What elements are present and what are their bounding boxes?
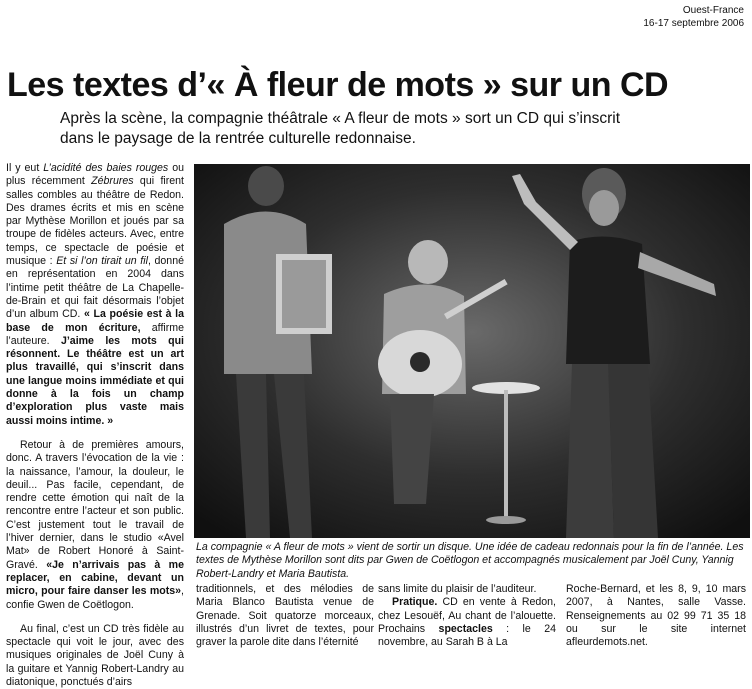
quote-bold: «Je n’arrivais pas à me replacer, en cabine, devant un micro, pour faire danser les mots» — [6, 558, 184, 598]
text: qui firent salles combles au théâtre de Redon. Des drames écrits et mis en scène par Mythèse Morillon et joués par sa troupe de fidèles acteurs. Avec, entre temps, ce spectacle de poésie et musique : — [6, 175, 184, 268]
text: : le 24 novembre, au Sarah B à La — [378, 622, 556, 649]
body-column-3 — [378, 583, 556, 649]
text: , confie Gwen de Coëtlogon. — [6, 585, 184, 611]
column-3-line-1: sans limite du plaisir de l’auditeur. — [378, 583, 537, 595]
title-italic: Et si l’on tirait un fil — [56, 255, 148, 268]
lead-column — [6, 162, 184, 689]
text: Retour à de premières amours, donc. A travers l’évocation de la vie : la naissance, l’amour, la douleur, le deuil... Pas facile, cependant, de rendre cette émotion qui naît de la rencontre entre l’acteur et son public. C’est justement tout le travail de l’hiver dernier, dans le studio «Avel Mat» de Robert Honoré à Saint-Gravé. — [6, 438, 184, 571]
spectacles-label: spectacles — [438, 622, 493, 635]
text: CD en vente à Redon, chez Lesouëf, Au chant de l’alouette. Prochains — [378, 596, 556, 635]
headline: Les textes d’« À fleur de mots » sur un CD — [7, 66, 669, 104]
photo-performers — [194, 164, 750, 538]
body-column-4: Roche-Bernard, et les 8, 9, 10 mars 2007, à Nantes, salle Vasse. Renseignements au 02 99 71 35 18 ou sur le site internet afleurdemots.net. — [566, 583, 746, 649]
body-column-2: traditionnels, et des mélodies de Maria Blanco Bautista venue de Grenade. Soit quatorze morceaux, illustrés d’un livret de textes, pour graver la parole dite dans l’éternité — [196, 583, 374, 649]
title-italic: L’acidité des baies rouges — [43, 162, 169, 174]
practical-info — [378, 596, 556, 649]
text: ou plus récemment — [6, 162, 184, 188]
source-name: Ouest-France — [682, 5, 744, 16]
text: affirme l’auteure. — [6, 321, 184, 347]
source-info — [643, 4, 744, 30]
source-date: 16-17 septembre 2006 — [643, 18, 744, 29]
lead-paragraph-3: Au final, c’est un CD très fidèle au spectacle qui voit le jour, avec des musiques originales de Joël Cuny à la guitare et Yannig Robert-Landry au diatonique, ponctués d’airs — [6, 622, 184, 688]
photo-illustration — [194, 164, 750, 538]
text: , donné en représentation en 2004 dans l’intime petit théâtre de La Chapelle-de-Brain et qui fait désormais l’objet d’un album CD. — [6, 255, 184, 321]
standfirst: Après la scène, la compagnie théâtrale « A fleur de mots » sort un CD qui s’inscrit dans le paysage de la rentrée culturelle redonnaise. — [60, 110, 621, 147]
lead-paragraph-1 — [6, 162, 184, 428]
quote-bold: « La poésie est à la base de mon écriture, — [6, 308, 184, 334]
practical-label: Pratique. — [392, 596, 438, 609]
lead-paragraph-2 — [6, 439, 184, 612]
title-italic: Zébrures — [91, 175, 134, 188]
quote-bold: J’aime les mots qui résonnent. Le théâtre est un art plus travaillé, qui s’inscrit dans une langue moins immédiate et qui donne à la fois un champ d’exploration plus vaste mais aussi moins intime. » — [6, 334, 185, 427]
text: Il y eut — [6, 162, 44, 174]
photo-caption: La compagnie « A fleur de mots » vient de sortir un disque. Une idée de cadeau redonnais pour la fin de l’année. Les textes de Mythèse Morillon sont dits par Gwen de Coëtlogon et accompagnés musicalement par Joël Cuny, Yannig Robert-Landry et Maria Bautista. — [196, 541, 744, 580]
